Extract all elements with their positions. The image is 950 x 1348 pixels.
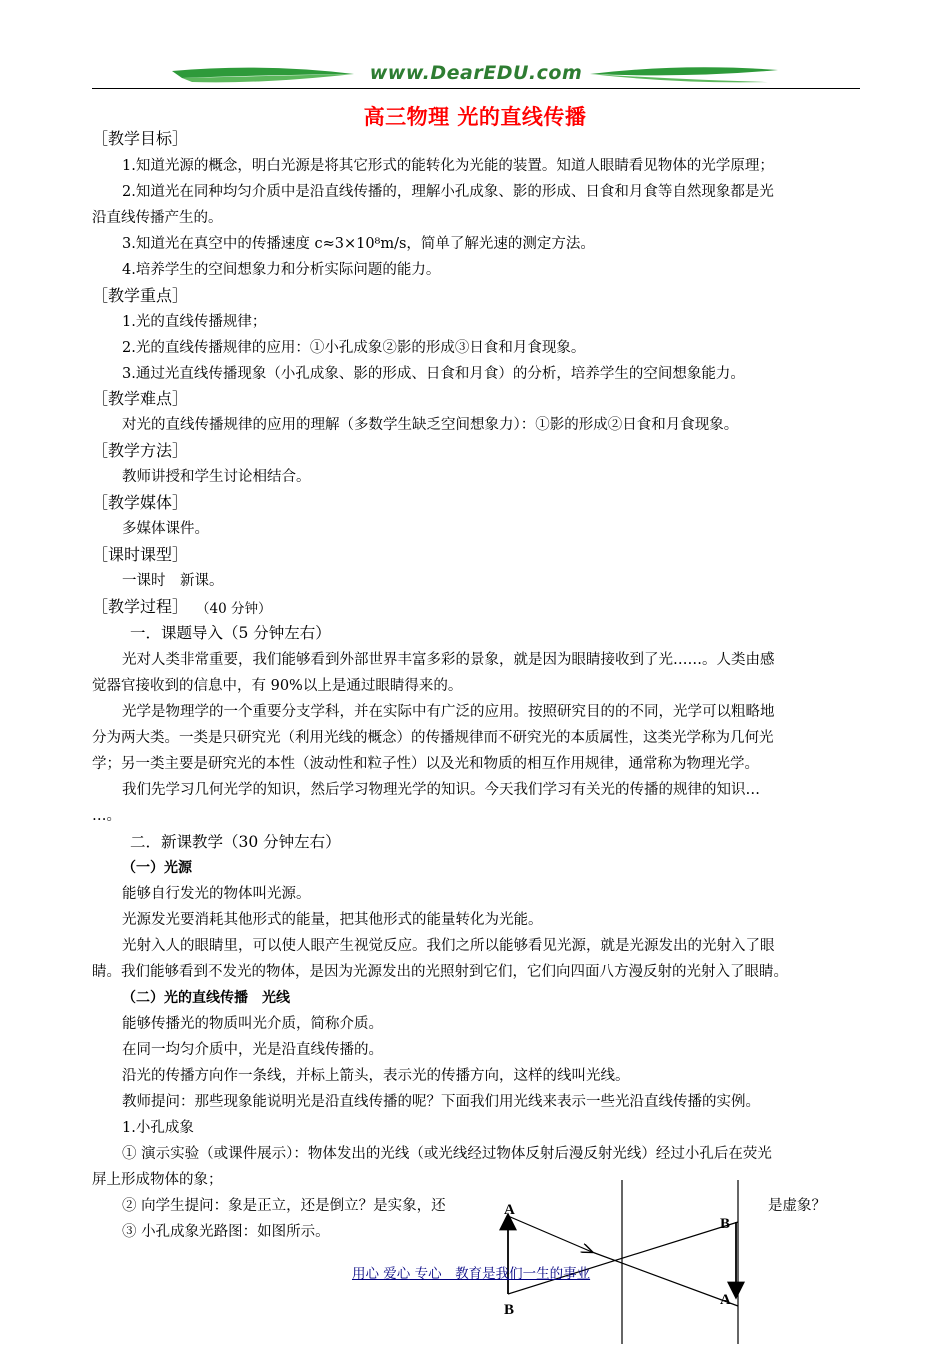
text-line: 能够传播光的物质叫光介质，简称介质。 — [122, 1016, 383, 1032]
text-line: 在同一均匀介质中，光是沿直线传播的。 — [122, 1042, 383, 1058]
text-line: 多媒体课件。 — [122, 521, 209, 537]
section-heading-lesson-type: ［课时课型］ — [92, 545, 189, 564]
text-line: ① 演示实验（或课件展示）：物体发出的光线（或光线经过物体反射后漫反射光线）经过小孔后在荧光 — [122, 1146, 772, 1162]
section-heading-difficulties: ［教学难点］ — [92, 389, 189, 408]
subsection-heading-rectilinear: （二）光的直线传播 光线 — [122, 990, 290, 1006]
text-line: 1.小孔成象 — [122, 1120, 194, 1136]
text-line: 2.光的直线传播规律的应用：①小孔成象②影的形成③日食和月食现象。 — [122, 340, 586, 356]
subsection-heading-light-source: （一）光源 — [122, 860, 192, 876]
document-title: 高三物理 光的直线传播 — [363, 105, 587, 129]
ray-from-b — [508, 1222, 738, 1294]
section-heading-media: ［教学媒体］ — [92, 493, 189, 512]
ray-from-a — [508, 1216, 592, 1252]
text-line: 是虚象？ — [768, 1198, 826, 1214]
label-b-object: B — [504, 1302, 515, 1318]
section-heading-objectives: ［教学目标］ — [92, 129, 189, 148]
text-line: 光射入人的眼睛里，可以使人眼产生视觉反应。我们之所以能够看见光源，就是光源发出的光射入了眼 — [122, 938, 775, 954]
text-line: 3.知道光在真空中的传播速度 c≈3×10⁸m/s，简单了解光速的测定方法。 — [122, 236, 595, 252]
text-line: 屏上形成物体的象； — [92, 1172, 223, 1188]
label-b-image: B — [720, 1216, 731, 1232]
text-line: 觉器官接收到的信息中，有 90%以上是通过眼睛得来的。 — [92, 678, 463, 694]
text-line: 教师提问：那些现象能说明光是沿直线传播的呢？下面我们用光线来表示一些光沿直线传播的实例。 — [122, 1094, 760, 1110]
text-line: 1.光的直线传播规律； — [122, 314, 267, 330]
header-rule — [92, 88, 860, 89]
section-heading-key-points: ［教学重点］ — [92, 286, 189, 305]
text-line: 我们先学习几何光学的知识，然后学习物理光学的知识。今天我们学习有关光的传播的规律的知识… — [122, 782, 760, 798]
text-line: 4.培养学生的空间想象力和分析实际问题的能力。 — [122, 262, 441, 278]
subsection-heading-new-lesson: 二．新课教学（30 分钟左右） — [130, 833, 341, 851]
pinhole-ray-diagram — [480, 1178, 770, 1344]
text-line: 睛。我们能够看到不发光的物体，是因为光源发出的光照射到它们，它们向四面八方漫反射的光射入了眼睛。 — [92, 964, 788, 980]
text-line: 光对人类非常重要，我们能够看到外部世界丰富多彩的景象，就是因为眼睛接收到了光……。人类由感 — [122, 652, 775, 668]
text-line: 光源发光要消耗其他形式的能量，把其他形式的能量转化为光能。 — [122, 912, 543, 928]
ray-from-a-continued — [592, 1252, 738, 1306]
text-line: 2.知道光在同种均匀介质中是沿直线传播的，理解小孔成象、影的形成、日食和月食等自然现象都是光 — [122, 184, 774, 200]
text-line: ③ 小孔成象光路图：如图所示。 — [122, 1224, 330, 1240]
pinhole-diagram — [480, 1178, 770, 1344]
text-line: 1.知道光源的概念，明白光源是将其它形式的能转化为光能的装置。知道人眼睛看见物体的光学原理； — [122, 158, 774, 174]
section-heading-method: ［教学方法］ — [92, 441, 189, 460]
text-line: ② 向学生提问：象是正立，还是倒立？是实象，还 — [122, 1198, 446, 1214]
page-footer: 用心 爱心 专心 教育是我们一生的事业 — [352, 1266, 591, 1282]
text-line: 3.通过光直线传播现象（小孔成象、影的形成、日食和月食）的分析，培养学生的空间想象能力。 — [122, 366, 745, 382]
text-line: 分为两大类。一类是只研究光（利用光线的概念）的传播规律而不研究光的本质属性，这类光学称为几何光 — [92, 730, 774, 746]
text-line: 一课时 新课。 — [122, 573, 224, 589]
header-banner — [92, 62, 860, 90]
process-duration: （40 分钟） — [196, 601, 272, 617]
text-line: 光学是物理学的一个重要分支学科，并在实际中有广泛的应用。按照研究目的的不同，光学可以粗略地 — [122, 704, 775, 720]
text-line: 能够自行发光的物体叫光源。 — [122, 886, 311, 902]
text-line: 教师讲授和学生讨论相结合。 — [122, 469, 311, 485]
text-line: 对光的直线传播规律的应用的理解（多数学生缺乏空间想象力）：①影的形成②日食和月食现象。 — [122, 417, 739, 433]
text-line: …。 — [92, 808, 121, 824]
site-logo: www.DearEDU.com — [369, 62, 583, 84]
text-line: 沿光的传播方向作一条线，并标上箭头，表示光的传播方向，这样的线叫光线。 — [122, 1068, 630, 1084]
text-line: 学；另一类主要是研究光的本性（波动性和粒子性）以及光和物质的相互作用规律，通常称为物理光学。 — [92, 756, 759, 772]
text-line: 沿直线传播产生的。 — [92, 210, 223, 226]
label-a-object: A — [504, 1202, 515, 1218]
subsection-heading-intro: 一．课题导入（5 分钟左右） — [130, 624, 331, 642]
section-heading-process: ［教学过程］ — [92, 597, 189, 616]
label-a-image: A — [720, 1292, 731, 1308]
